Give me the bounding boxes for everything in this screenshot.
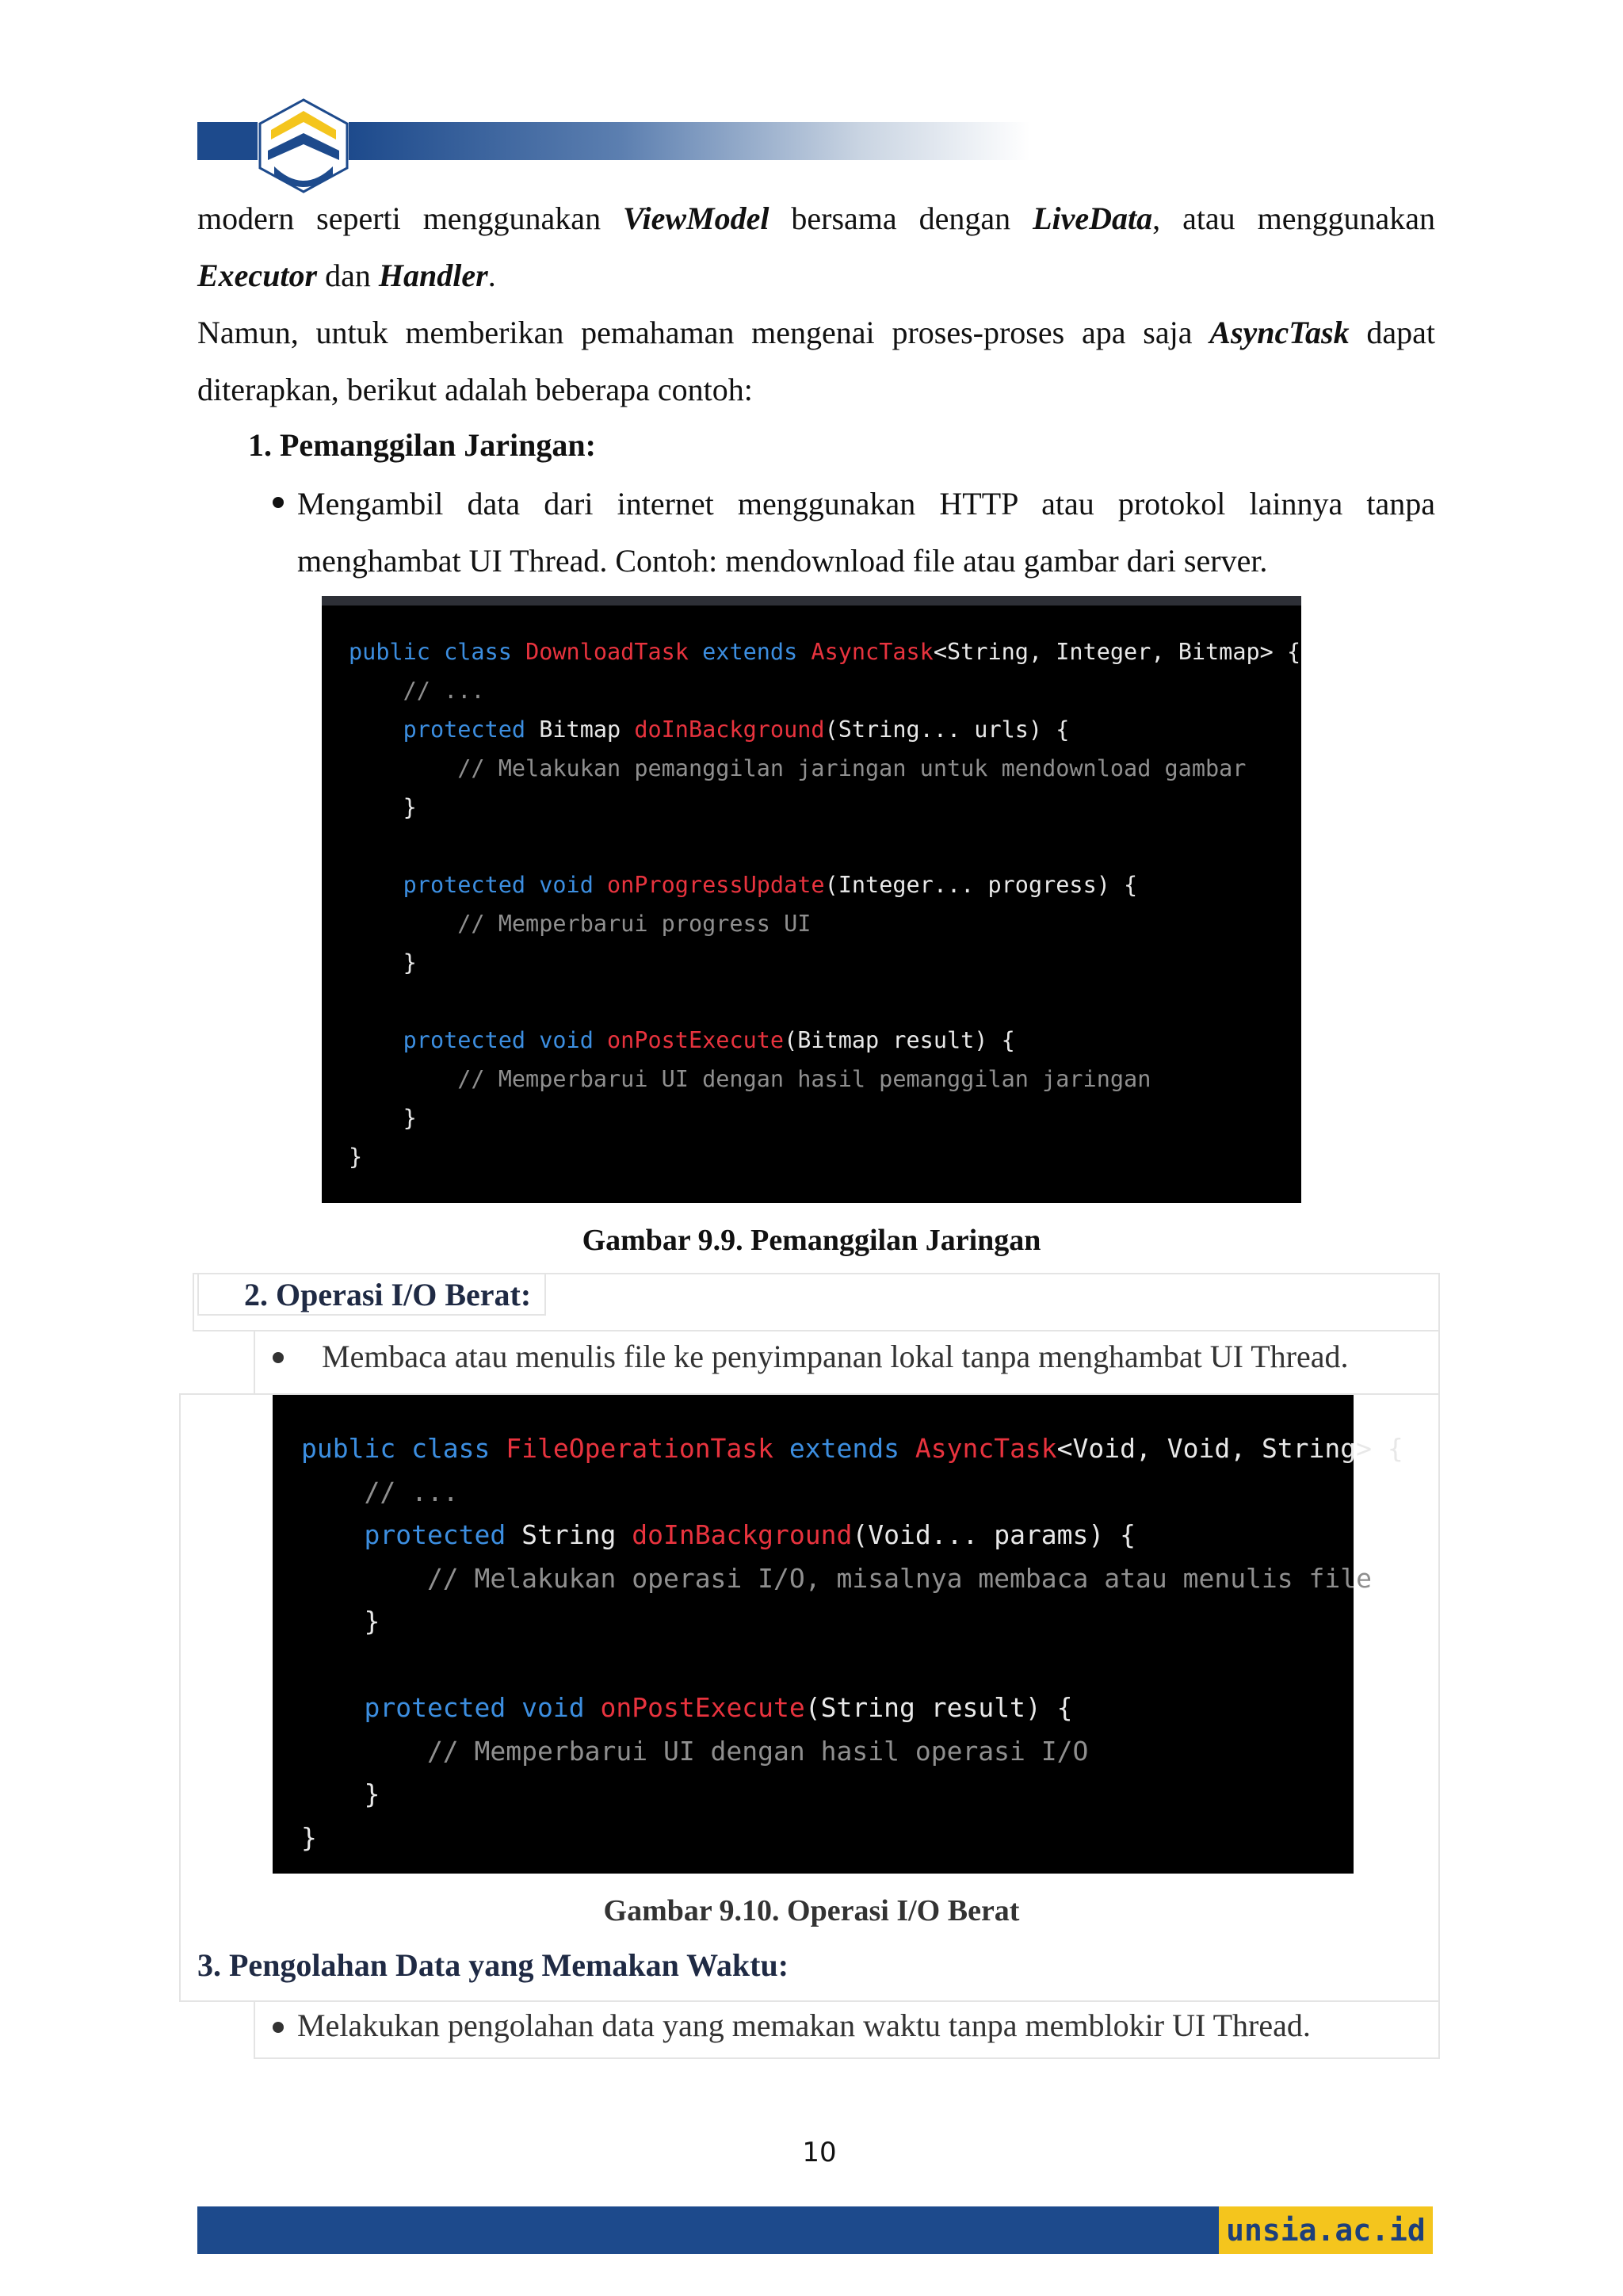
code-line bbox=[349, 1144, 362, 1170]
code-line bbox=[349, 1027, 1015, 1053]
code-token: <String, Integer, Bitmap> { bbox=[933, 639, 1301, 665]
term-executor: Executor bbox=[197, 258, 318, 293]
code-line bbox=[301, 1692, 1073, 1723]
section-heading-network: 1. Pemanggilan Jaringan: bbox=[248, 427, 596, 463]
figure-caption-9-9: Gambar 9.9. Pemanggilan Jaringan bbox=[582, 1224, 1041, 1257]
text-run: Namun, untuk memberikan pemahaman mengenai proses-proses apa saja bbox=[197, 315, 1210, 350]
code-line bbox=[301, 1433, 1403, 1464]
term-viewmodel: ViewModel bbox=[623, 201, 769, 236]
code-token: extends bbox=[688, 639, 812, 665]
code-token: // Memperbarui UI dengan hasil pemanggilan jaringan bbox=[349, 1066, 1151, 1092]
code-token: // Memperbarui progress UI bbox=[349, 911, 812, 937]
text-run: modern seperti menggunakan bbox=[197, 201, 624, 236]
text-run: dapat diterapkan, berikut adalah beberapa contoh: bbox=[197, 315, 1436, 407]
code-token: } bbox=[301, 1778, 380, 1809]
text-run: dan bbox=[317, 258, 379, 293]
code-line bbox=[349, 911, 811, 937]
code-token: (Void... params) { bbox=[852, 1519, 1136, 1550]
term-handler: Handler bbox=[378, 258, 488, 293]
code-line bbox=[301, 1822, 317, 1853]
code-token: (Integer... progress) { bbox=[824, 872, 1138, 898]
code-line bbox=[301, 1778, 380, 1809]
code-token: onProgressUpdate bbox=[607, 872, 825, 898]
code-token: } bbox=[349, 794, 417, 820]
code-line bbox=[301, 1477, 459, 1507]
code-token: } bbox=[349, 949, 417, 976]
code-token: } bbox=[349, 1144, 363, 1170]
code-token: doInBackground bbox=[632, 1519, 853, 1550]
code-line bbox=[301, 1563, 1372, 1594]
intro-paragraph bbox=[197, 190, 1435, 304]
code-token: } bbox=[301, 1821, 317, 1853]
code-token: Bitmap bbox=[539, 716, 635, 743]
code-image-download-task bbox=[322, 596, 1301, 1203]
code-image-file-operation-task bbox=[273, 1395, 1403, 1874]
code-token: extends bbox=[773, 1433, 915, 1464]
code-token: onPostExecute bbox=[607, 1027, 785, 1053]
text-run: . bbox=[487, 258, 496, 293]
code-token: AsyncTask bbox=[811, 639, 934, 665]
bullet-text-network: Mengambil data dari internet menggunakan HTTP atau protokol lainnya tanpa menghambat UI Thread. Contoh: mendownload file atau gambar dari server. bbox=[297, 486, 1435, 579]
footer-band bbox=[197, 2206, 1220, 2254]
code-token: protected void bbox=[349, 872, 608, 898]
code-token: // Melakukan pemanggilan jaringan untuk mendownload gambar bbox=[349, 755, 1247, 781]
code-token: (String... urls) { bbox=[824, 716, 1070, 743]
examples-intro-paragraph bbox=[197, 304, 1435, 418]
header-gradient-band bbox=[349, 122, 1030, 160]
term-asynctask: AsyncTask bbox=[1209, 315, 1350, 350]
code-token: protected bbox=[301, 1519, 522, 1550]
code-line bbox=[301, 1519, 1136, 1550]
code-token: (Bitmap result) { bbox=[784, 1027, 1015, 1053]
code-line bbox=[349, 678, 485, 704]
code-token: (String result) { bbox=[804, 1692, 1073, 1723]
text-run: , atau menggunakan bbox=[1152, 201, 1435, 236]
code-line bbox=[349, 1105, 417, 1131]
bullet-icon bbox=[273, 2022, 284, 2033]
code-window-bar bbox=[322, 596, 1301, 606]
term-livedata: LiveData bbox=[1033, 201, 1153, 236]
code-token: FileOperationTask bbox=[506, 1433, 774, 1464]
code-token: protected void bbox=[349, 1027, 608, 1053]
code-token: <Void, Void, String> { bbox=[1056, 1433, 1403, 1464]
section-heading-data-processing: 3. Pengolahan Data yang Memakan Waktu: bbox=[197, 1947, 789, 1983]
code-token: String bbox=[521, 1519, 632, 1550]
code-token: public class bbox=[301, 1433, 506, 1464]
code-line bbox=[349, 949, 417, 976]
code-token: } bbox=[349, 1105, 417, 1131]
university-logo bbox=[254, 98, 353, 193]
code-token: onPostExecute bbox=[600, 1692, 805, 1723]
section-heading-io: 2. Operasi I/O Berat: bbox=[244, 1277, 532, 1312]
code-token: // Melakukan operasi I/O, misalnya membaca atau menulis file bbox=[301, 1562, 1373, 1594]
code-token: AsyncTask bbox=[915, 1433, 1057, 1464]
figure-caption-9-10: Gambar 9.10. Operasi I/O Berat bbox=[603, 1894, 1020, 1927]
code-line bbox=[301, 1606, 380, 1637]
code-token: } bbox=[301, 1606, 380, 1637]
code-token: // Memperbarui UI dengan hasil operasi I/O bbox=[301, 1735, 1089, 1767]
code-line bbox=[349, 1066, 1151, 1092]
code-line bbox=[349, 716, 1069, 743]
bullet-text-data-processing: Melakukan pengolahan data yang memakan waktu tanpa memblokir UI Thread. bbox=[297, 2008, 1311, 2043]
code-token: DownloadTask bbox=[525, 639, 689, 665]
code-line bbox=[301, 1736, 1088, 1767]
code-token: protected void bbox=[301, 1692, 601, 1723]
code-line bbox=[349, 794, 417, 820]
bullet-icon bbox=[273, 497, 284, 508]
code-line bbox=[349, 639, 1300, 665]
page-number: 10 bbox=[802, 2137, 837, 2168]
footer-site-label: unsia.ac.id bbox=[1219, 2206, 1433, 2254]
text-run: bersama dengan bbox=[769, 201, 1033, 236]
code-token: doInBackground bbox=[634, 716, 825, 743]
bullet-text-io: Membaca atau menulis file ke penyimpanan lokal tanpa menghambat UI Thread. bbox=[322, 1339, 1349, 1374]
header-band-block bbox=[197, 122, 258, 160]
code-token: // ... bbox=[349, 678, 485, 704]
code-line bbox=[349, 872, 1137, 898]
code-token: public class bbox=[349, 639, 526, 665]
code-token: // ... bbox=[301, 1476, 459, 1507]
code-line bbox=[349, 755, 1246, 781]
code-token: protected bbox=[349, 716, 540, 743]
bullet-icon bbox=[273, 1352, 284, 1363]
